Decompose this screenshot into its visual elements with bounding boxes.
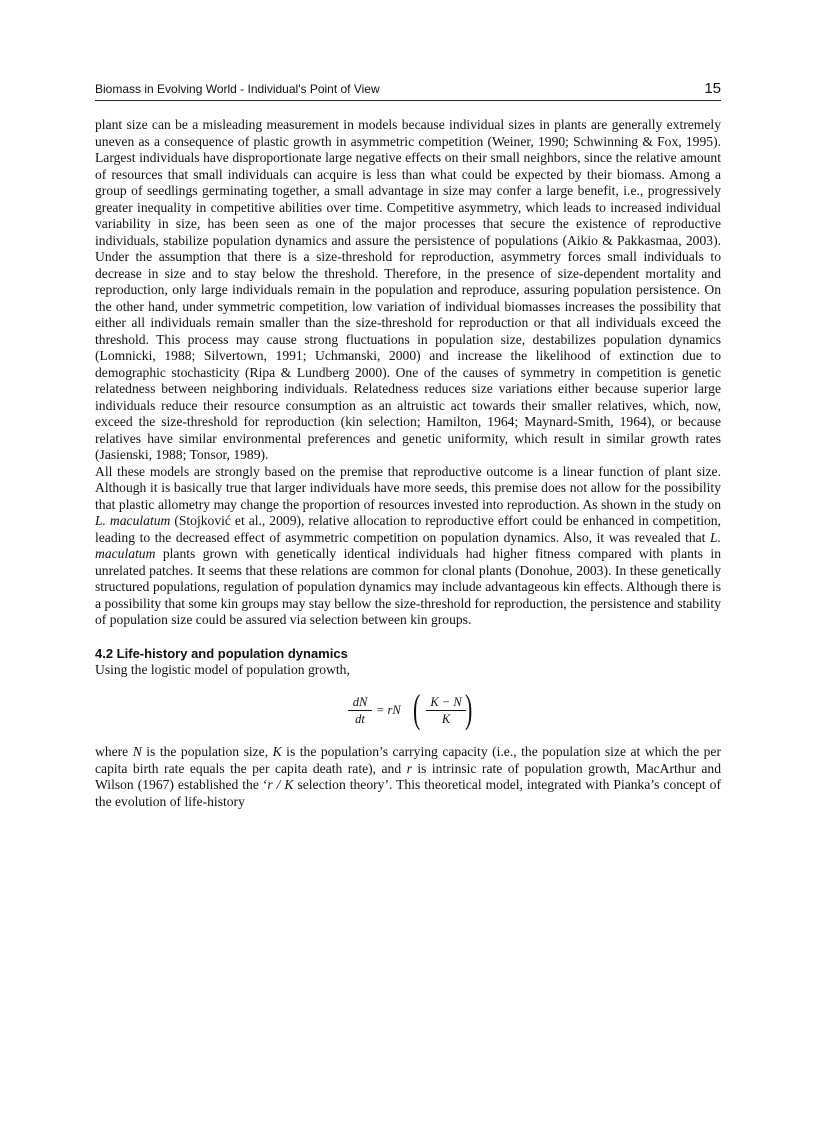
paragraph-2-text-a: All these models are strongly based on the premise that reproductive outcome is a linear function of plant size. Although it is basically true that larger individuals have more seeds, this premise does not allow for the possibility that plastic allometry may change the proportion of resources invested into reproduction. As shown in the study on [95, 463, 721, 512]
paragraph-1: plant size can be a misleading measurement in models because individual sizes in plants are generally extremely uneven as a consequence of plastic growth in asymmetric competition (Weiner, 1990; Schwinning & Fox, 1995). Largest individuals have disproportionate large negative effects on their small neighbors, since the relative amount of resources that small individuals can acquire is less than what could be expected by their biomass. Among a group of seedlings germinating together, a small advantage in size may confer a large benefit, i.e., progressively greater inequality in competitive abilities over time. Competitive asymmetry, which leads to increased individual variability in size, has been seen as one of the major processes that secure the existence of reproductive individuals, stabilize population dynamics and assure the persistence of populations (Aikio & Pakkasmaa, 2003). Under the assumption that there is a size-threshold for reproduction, asymmetry forces small individuals to decrease in size and to stay below the threshold. Therefore, in the presence of size-dependent mortality and reproduction, only large individuals remain in the population and reproduce, assuring population persistence. On the other hand, under symmetric competition, low variation of individual biomasses increases the possibility that either all individuals remain smaller than the size-threshold for reproduction or that all individuals exceed the threshold. This process may cause strong fluctuations in population size, destabilizes population dynamics (Lomnicki, 1988; Silvertown, 1991; Uchmanski, 2000) and increase the likelihood of extinction due to demographic stochasticity (Ripa & Lundberg 2000). One of the causes of symmetry in competition is genetic relatedness between neighboring individuals. Relatedness reduces size variations either because superior large individuals reduce their resource consumption as an altruistic act towards their smaller relatives, which, now, exceed the size-threshold for reproduction (kin selection; Hamilton, 1964; Maynard-Smith, 1964), or because relatives have similar environmental preferences and genetic uniformity, which result in similar growth rates (Jasienski, 1988; Tonsor, 1989). [95, 117, 721, 462]
equation-rhs-fraction [426, 694, 466, 727]
equation-intro: Using the logistic model of population growth, [95, 661, 350, 677]
equation-rhs-numerator: K − N [426, 694, 466, 711]
paragraph-3-text-a: where [95, 744, 133, 759]
equation-rhs-denominator: K [441, 712, 451, 726]
paragraph-2-text-b: (Stojković et al., 2009), relative allocation to reproductive effort could be enhanced in competition, leading to the decreased effect of asymmetric competition on population dynamics. Also, it was revealed that [95, 513, 721, 545]
species-name: L. maculatum [95, 513, 171, 528]
running-header-title: Biomass in Evolving World - Individual's Point of View [95, 82, 380, 96]
paragraph-2 [95, 464, 721, 629]
page-number: 15 [704, 80, 721, 97]
equation-left-paren: ( [412, 686, 421, 731]
body-text [95, 117, 721, 810]
symbol-r-k: r / K [267, 777, 294, 792]
running-header [95, 76, 721, 101]
section-heading: 4.2 Life-history and population dynamics [95, 645, 348, 661]
equation-lhs-numerator: dN [348, 694, 372, 711]
paragraph-3-text-e: selection theory’. This theoretical model, integrated with Pianka’s concept of the evolution of life-history [95, 777, 721, 809]
symbol-k: K [272, 744, 282, 759]
paragraph-3 [95, 744, 721, 810]
equation-right-paren: ) [464, 686, 473, 731]
paragraph-3-text-d: is intrinsic rate of population growth, MacArthur and Wilson (1967) established the ‘ [95, 760, 721, 792]
paragraph-3-text-c: is the population’s carrying capacity (i.e., the population size at which the per capita birth rate equals the per capita death rate), and [95, 744, 721, 776]
symbol-n: N [132, 744, 142, 759]
logistic-equation [95, 688, 721, 736]
equation-lhs-denominator: dt [355, 712, 365, 726]
species-name: L. maculatum [95, 529, 721, 561]
equation-middle: = rN [376, 703, 401, 717]
symbol-r: r [406, 760, 412, 776]
equation-lhs-fraction [348, 694, 372, 727]
paragraph-3-text-b: is the population size, [141, 744, 273, 759]
paragraph-2-text-c: plants grown with genetically identical individuals had higher fitness compared with plants in unrelated patches. It seems that these relations are common for clonal plants (Donohue, 2003). In these genetically structured populations, regulation of population dynamics may include advantageous kin effects. Although there is a possibility that some kin groups may stay bellow the size-threshold for reproduction, the persistence and stability of population size could be assured via selection between kin groups. [95, 546, 721, 627]
